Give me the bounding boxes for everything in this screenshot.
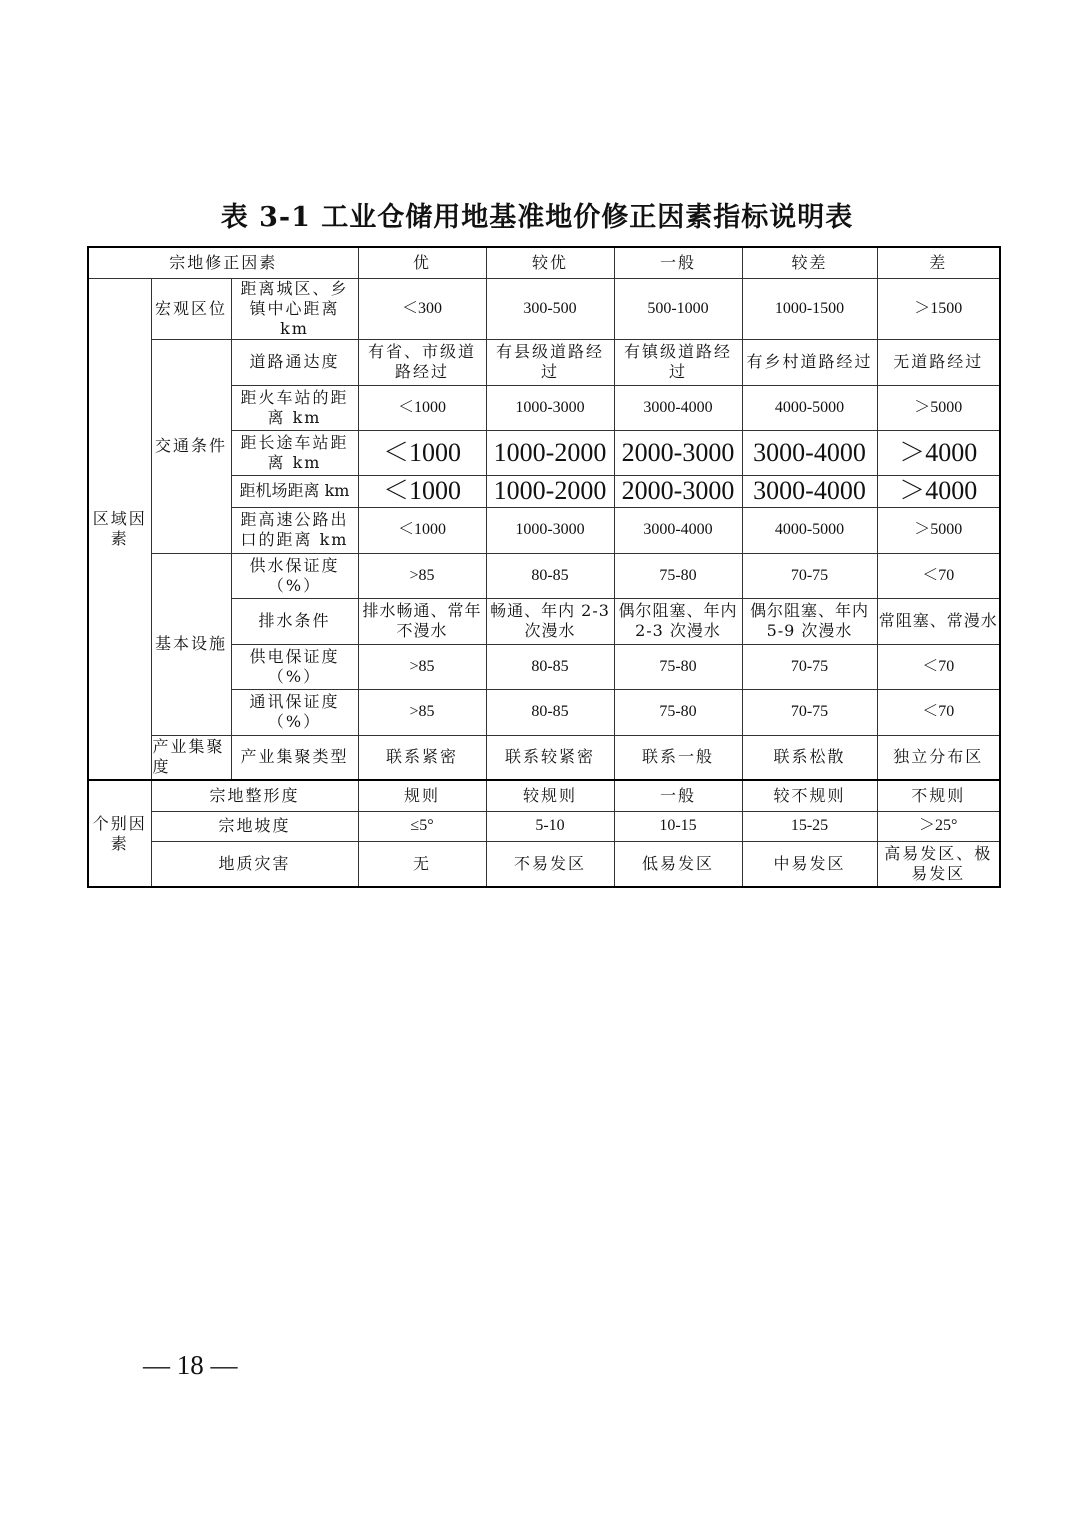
- row-label: 供水保证度（%）: [231, 553, 358, 598]
- table-row: [88, 339, 1000, 385]
- subgroup-macro: 宏观区位: [151, 278, 231, 339]
- table-cell: ＜300: [358, 278, 486, 339]
- table-cell: 常阻塞、常漫水: [877, 598, 1000, 644]
- table-cell: 无道路经过: [877, 339, 1000, 385]
- row-label: 产业集聚类型: [231, 735, 358, 780]
- table-cell: ＜1000: [358, 430, 486, 475]
- table-cell: ＜70: [877, 689, 1000, 735]
- table-cell: 畅通、年内 2-3 次漫水: [486, 598, 614, 644]
- header-level: 较优: [486, 247, 614, 278]
- table-cell: 较规则: [486, 780, 614, 811]
- page-number: — 18 —: [143, 1350, 238, 1380]
- table-cell: 4000-5000: [742, 385, 877, 430]
- table-cell: 独立分布区: [877, 735, 1000, 780]
- table-cell: 1000-1500: [742, 278, 877, 339]
- table-cell: 排水畅通、常年不漫水: [358, 598, 486, 644]
- table-cell: 有县级道路经过: [486, 339, 614, 385]
- table-cell: ＞5000: [877, 385, 1000, 430]
- row-label: 供电保证度（%）: [231, 644, 358, 689]
- header-level: 一般: [614, 247, 742, 278]
- row-label: 距高速公路出口的距离 km: [231, 507, 358, 553]
- table-cell: 偶尔阻塞、年内 2-3 次漫水: [614, 598, 742, 644]
- header-factor: 宗地修正因素: [88, 247, 358, 278]
- table-cell: 3000-4000: [742, 475, 877, 507]
- row-label: 距火车站的距离 km: [231, 385, 358, 430]
- table-cell: 3000-4000: [614, 507, 742, 553]
- row-label: 距长途车站距离 km: [231, 430, 358, 475]
- row-label: 宗地坡度: [151, 811, 358, 841]
- table-cell: ＞4000: [877, 430, 1000, 475]
- table-cell: ＞4000: [877, 475, 1000, 507]
- table-cell: 有省、市级道路经过: [358, 339, 486, 385]
- table-cell: ＜1000: [358, 475, 486, 507]
- group-individual: 个别因素: [88, 780, 151, 887]
- table-cell: 75-80: [614, 689, 742, 735]
- table-cell: 联系紧密: [358, 735, 486, 780]
- table-cell: 15-25: [742, 811, 877, 841]
- table-cell: ＜70: [877, 644, 1000, 689]
- table-cell: 5-10: [486, 811, 614, 841]
- table-cell: ＞25°: [877, 811, 1000, 841]
- row-label: 道路通达度: [231, 339, 358, 385]
- correction-factor-table: [87, 246, 1001, 888]
- table-cell: ＜1000: [358, 385, 486, 430]
- table-row: [88, 735, 1000, 780]
- table-cell: 1000-2000: [486, 430, 614, 475]
- table-cell: 不规则: [877, 780, 1000, 811]
- table-cell: 一般: [614, 780, 742, 811]
- table-cell: ＞1500: [877, 278, 1000, 339]
- table-cell: 80-85: [486, 553, 614, 598]
- subgroup-traffic: 交通条件: [151, 339, 231, 553]
- group-region: 区域因素: [88, 278, 151, 780]
- table-cell: 1000-3000: [486, 507, 614, 553]
- table-title: 表 3-1 工业仓储用地基准地价修正因素指标说明表: [220, 202, 854, 233]
- table-cell: ≤5°: [358, 811, 486, 841]
- header-level: 较差: [742, 247, 877, 278]
- row-label: 地质灾害: [151, 841, 358, 887]
- subgroup-industry: 产业集聚度: [151, 735, 231, 780]
- table-row: [88, 278, 1000, 339]
- table-cell: ＜1000: [358, 507, 486, 553]
- table-cell: 联系较紧密: [486, 735, 614, 780]
- table-cell: 1000-2000: [486, 475, 614, 507]
- table-cell: 10-15: [614, 811, 742, 841]
- row-label: 通讯保证度（%）: [231, 689, 358, 735]
- table-cell: 80-85: [486, 644, 614, 689]
- table-cell: 75-80: [614, 644, 742, 689]
- table-row: [88, 811, 1000, 841]
- row-label: 排水条件: [231, 598, 358, 644]
- table-row: [88, 553, 1000, 598]
- table-cell: 70-75: [742, 689, 877, 735]
- table-cell: 80-85: [486, 689, 614, 735]
- table-cell: ＜70: [877, 553, 1000, 598]
- table-cell: 70-75: [742, 553, 877, 598]
- header-level: 优: [358, 247, 486, 278]
- table-cell: 高易发区、极易发区: [877, 841, 1000, 887]
- table-cell: 偶尔阻塞、年内 5-9 次漫水: [742, 598, 877, 644]
- table-cell: 70-75: [742, 644, 877, 689]
- table-cell: 3000-4000: [614, 385, 742, 430]
- table-cell: 中易发区: [742, 841, 877, 887]
- table-cell: 联系松散: [742, 735, 877, 780]
- subgroup-infra: 基本设施: [151, 553, 231, 735]
- table-cell: 300-500: [486, 278, 614, 339]
- table-cell: 2000-3000: [614, 475, 742, 507]
- table-cell: >85: [358, 689, 486, 735]
- table-cell: 较不规则: [742, 780, 877, 811]
- row-label: 宗地整形度: [151, 780, 358, 811]
- table-cell: >85: [358, 553, 486, 598]
- table-cell: 2000-3000: [614, 430, 742, 475]
- table-cell: 规则: [358, 780, 486, 811]
- table-cell: 4000-5000: [742, 507, 877, 553]
- table-cell: 不易发区: [486, 841, 614, 887]
- table-cell: 3000-4000: [742, 430, 877, 475]
- header-level: 差: [877, 247, 1000, 278]
- table-cell: 75-80: [614, 553, 742, 598]
- table-cell: 联系一般: [614, 735, 742, 780]
- table-cell: >85: [358, 644, 486, 689]
- table-cell: 1000-3000: [486, 385, 614, 430]
- table-cell: 无: [358, 841, 486, 887]
- table-row: [88, 780, 1000, 811]
- table-cell: 有镇级道路经过: [614, 339, 742, 385]
- header-row: [88, 247, 1000, 278]
- table-cell: ＞5000: [877, 507, 1000, 553]
- row-label: 距离城区、乡镇中心距离 km: [231, 278, 358, 339]
- table-cell: 有乡村道路经过: [742, 339, 877, 385]
- table-cell: 低易发区: [614, 841, 742, 887]
- table-row: [88, 841, 1000, 887]
- row-label: 距机场距离 km: [231, 475, 358, 507]
- table-cell: 500-1000: [614, 278, 742, 339]
